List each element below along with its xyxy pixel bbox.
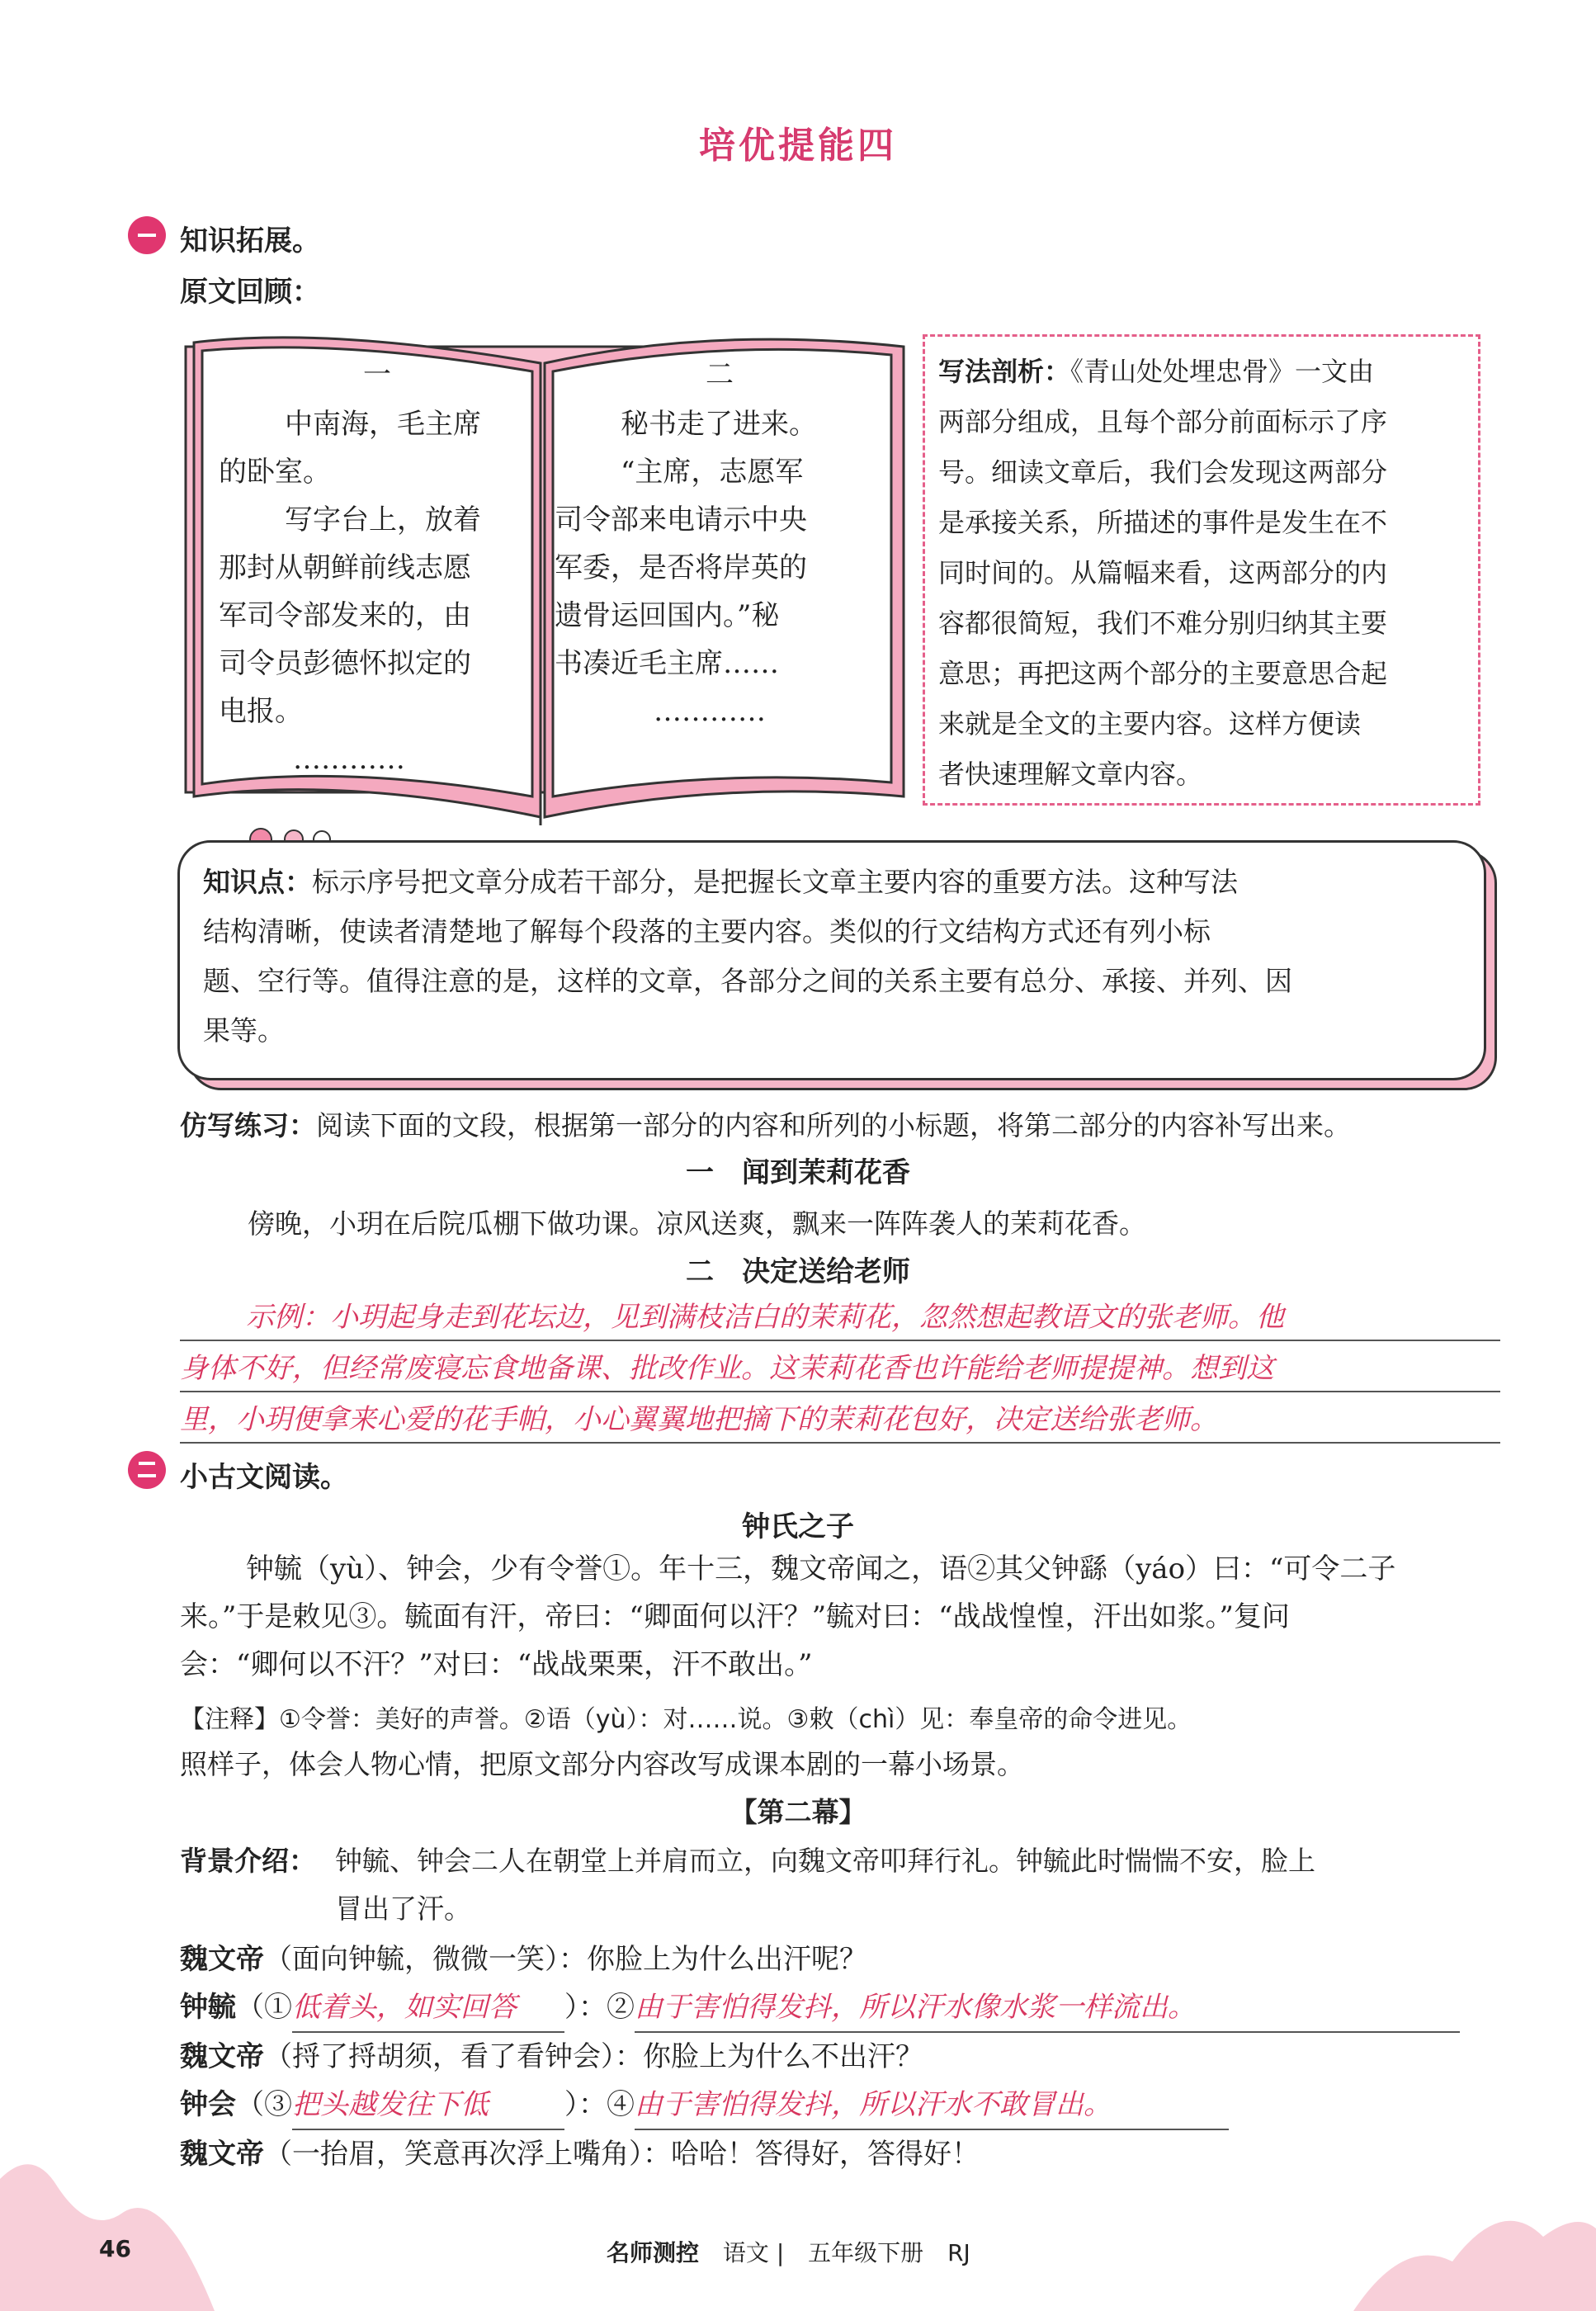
footer-info: 名师测控 语文 | 五年级下册 RJ <box>607 2239 970 2266</box>
knowledge-point-box <box>177 840 1486 1080</box>
book-right-line: 书凑近毛主席…… <box>555 647 779 680</box>
script-line-3 <box>180 2033 1509 2081</box>
script-line-2 <box>180 1983 1509 2033</box>
script-pre: （③ <box>236 2088 292 2121</box>
script-line-5 <box>180 2130 1509 2178</box>
task-instruction: 照样子，体会人物心情，把原文部分内容改写成课本剧的一幕小场景。 <box>180 1748 1024 1780</box>
script-line-4 <box>180 2081 1509 2130</box>
answer-blank-2: 由于害怕得发抖，所以汗水像水浆一样流出。 <box>635 1983 1460 2033</box>
analysis-line: 两部分组成，且每个部分前面标示了序 <box>938 406 1388 437</box>
footer-series: 名师测控 <box>607 2239 700 2266</box>
book-left-line: 中南海，毛主席 <box>285 408 481 441</box>
speaker: 钟毓 <box>180 1991 236 2024</box>
background-label: 背景介绍： <box>180 1845 316 1877</box>
script-text: （一抬眉，笑意再次浮上嘴角）：哈哈！答得好，答得好！ <box>264 2138 980 2171</box>
part2-title: 二 决定送给老师 <box>686 1255 910 1288</box>
analysis-line: 者快速理解文章内容。 <box>938 759 1203 790</box>
knowledge-line: 果等。 <box>203 1014 285 1047</box>
page-number: 46 <box>99 2235 131 2262</box>
script-mid: ）：④ <box>564 2088 635 2121</box>
book-left-line: 写字台上，放着 <box>285 503 481 536</box>
analysis-line: 容都很简短，我们不难分别归纳其主要 <box>938 607 1388 639</box>
answer-blank-4: 由于害怕得发抖，所以汗水不敢冒出。 <box>635 2081 1229 2130</box>
book-right-line: 秘书走了进来。 <box>621 408 817 441</box>
book-right-heading: 二 <box>706 358 734 391</box>
page-title: 培优提能四 <box>699 125 897 167</box>
answer-line: 身体不好，但经常废寝忘食地备课、批改作业。这茉莉花香也许能给老师提提神。想到这 <box>180 1352 1274 1385</box>
knowledge-line: 结构清晰，使读者清楚地了解每个段落的主要内容。类似的行文结构方式还有列小标 <box>203 915 1211 948</box>
book-left-line: 司令员彭德怀拟定的 <box>219 647 471 680</box>
book-left-line: 那封从朝鲜前线志愿 <box>219 551 471 584</box>
analysis-line: 《青山处处埋忠骨》一文由 <box>1070 356 1375 387</box>
decor-mountain-right-icon <box>1353 2146 1596 2311</box>
knowledge-label: 知识点： <box>203 866 312 898</box>
script-mid: ）：② <box>564 1991 635 2024</box>
practice-instruction <box>180 1102 1517 1150</box>
script-text: （捋了捋胡须，看了看钟会）：你脸上为什么不出汗？ <box>264 2040 923 2073</box>
script-line-1 <box>180 1935 1509 1983</box>
answer-line: 里，小玥便拿来心爱的花手帕，小心翼翼地把摘下的茉莉花包好，决定送给张老师。 <box>180 1403 1218 1436</box>
book-left-line: 电报。 <box>219 695 303 728</box>
footer-edition: RJ <box>947 2239 970 2266</box>
background-line: 冒出了汗。 <box>335 1893 471 1925</box>
classical-line: 来。”于是敕见③。毓面有汗，帝曰：“卿面何以汗？”毓对曰：“战战惶惶，汗出如浆。”复问 <box>180 1600 1290 1633</box>
answer-rule <box>180 1442 1500 1444</box>
answer-blank-3: 把头越发往下低 <box>292 2081 564 2130</box>
book-right-line: 军委，是否将岸英的 <box>555 551 807 584</box>
book-left-line: 的卧室。 <box>219 456 331 489</box>
notes: 【注释】①令誉：美好的声誉。②语（yù）：对……说。③敕（chì）见：奉皇帝的命令进见。 <box>180 1705 1192 1734</box>
footer-grade: 五年级下册 <box>808 2239 924 2266</box>
answer-line: 示例：小玥起身走到花坛边，见到满枝洁白的茉莉花，忽然想起教语文的张老师。他 <box>246 1301 1284 1334</box>
book-right-line: ………… <box>654 695 766 728</box>
book-left-page <box>219 400 532 783</box>
recall-label: 原文回顾： <box>180 276 320 309</box>
speaker: 魏文帝 <box>180 1943 264 1976</box>
script-text: （面向钟毓，微微一笑）：你脸上为什么出汗呢？ <box>264 1943 867 1976</box>
part1-title: 一 闻到茉莉花香 <box>686 1156 910 1189</box>
classical-line: 会：“卿何以不汗？”对曰：“战战栗栗，汗不敢出。” <box>180 1648 813 1681</box>
knowledge-line: 标示序号把文章分成若干部分，是把握长文章主要内容的重要方法。这种写法 <box>312 866 1238 898</box>
script-pre: （① <box>236 1991 292 2024</box>
analysis-line: 同时间的。从篇幅来看，这两部分的内 <box>938 557 1388 588</box>
part1-text: 傍晚，小玥在后院瓜棚下做功课。凉风送爽，飘来一阵阵袭人的茉莉花香。 <box>248 1207 1146 1240</box>
analysis-label: 写法剖析： <box>938 356 1071 387</box>
book-right-line: 司令部来电请示中央 <box>555 503 807 536</box>
speaker: 魏文帝 <box>180 2138 264 2171</box>
book-left-heading: 一 <box>363 358 391 391</box>
book-right-line: “主席，志愿军 <box>621 456 804 489</box>
classical-text <box>180 1545 1509 1689</box>
analysis-line: 号。细读文章后，我们会发现这两部分 <box>938 456 1388 488</box>
book-right-page <box>555 400 876 735</box>
knowledge-line: 题、空行等。值得注意的是，这样的文章，各部分之间的关系主要有总分、承接、并列、因 <box>203 965 1292 997</box>
analysis-line: 意思；再把这两个部分的主要意思合起 <box>938 658 1388 689</box>
script-lines <box>180 1935 1509 2178</box>
answer-blank-1: 低着头，如实回答 <box>292 1983 564 2033</box>
answer-rule <box>180 1340 1500 1341</box>
classical-text-title: 钟氏之子 <box>742 1510 854 1543</box>
footer-subject: 语文 <box>722 2239 769 2266</box>
practice-label: 仿写练习： <box>180 1109 316 1141</box>
section-one-badge-icon <box>128 216 166 254</box>
answer-rule <box>180 1391 1500 1392</box>
classical-line: 钟毓（yù）、钟会，少有令誉①。年十三，魏文帝闻之，语②其父钟繇（yáo）曰：“可令二子 <box>246 1552 1396 1586</box>
analysis-line: 是承接关系，所描述的事件是发生在不 <box>938 507 1388 538</box>
practice-answer <box>180 1292 1500 1445</box>
section-two-badge-icon <box>128 1451 166 1489</box>
analysis-line-first <box>938 347 1465 397</box>
background-intro <box>180 1837 1509 1933</box>
practice-instruction-text: 阅读下面的文段，根据第一部分的内容和所列的小标题，将第二部分的内容补写出来。 <box>316 1109 1351 1141</box>
book-right-line: 遗骨运回国内。”秘 <box>555 599 780 632</box>
book-left-line: 军司令部发来的，由 <box>219 599 471 632</box>
speaker: 钟会 <box>180 2088 236 2121</box>
section-two-heading: 小古文阅读。 <box>180 1461 348 1494</box>
decor-mountain-left-icon <box>0 2113 215 2311</box>
section-one-heading: 知识拓展。 <box>180 224 320 258</box>
act-title: 【第二幕】 <box>730 1796 866 1828</box>
speaker: 魏文帝 <box>180 2040 264 2073</box>
background-line: 钟毓、钟会二人在朝堂上并肩而立，向魏文帝叩拜行礼。钟毓此时惴惴不安，脸上 <box>335 1845 1315 1877</box>
book-left-line: ………… <box>293 743 405 776</box>
analysis-line: 来就是全文的主要内容。这样方便读 <box>938 708 1362 740</box>
writing-analysis-box <box>923 334 1480 806</box>
